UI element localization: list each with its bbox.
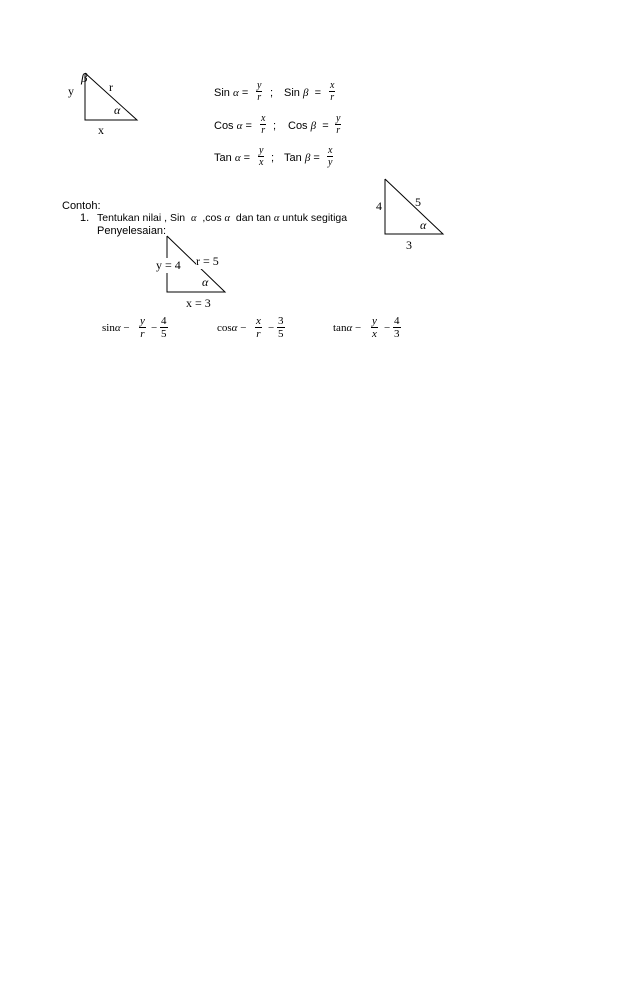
answer-tan-variable-fraction: y x [372,315,377,340]
example-side-x-label: 3 [406,238,412,252]
triangle-angle-alpha: α [114,103,121,117]
question-text: Tentukan nilai , Sin α ,cos α dan tan α untuk segitiga [97,212,348,224]
solution-label: Penyelesaian: [97,225,167,237]
answer-sin-number-fraction: 4 5 [161,315,167,340]
answer-cos-op: − [268,322,275,334]
separator: ; [273,120,277,132]
sin-alpha-label: Sin α = [214,87,249,99]
example-angle-alpha: α [420,218,427,232]
separator: ; [271,152,275,164]
answer-cos-variable-fraction: x r [256,315,261,340]
answer-cos-number-fraction: 3 5 [278,315,284,340]
solution-angle-alpha: α [202,275,209,289]
separator: ; [270,87,274,99]
example-side-y-label: 4 [376,199,382,213]
answer-sin-variable-fraction: y r [140,315,145,340]
tan-beta-fraction: x y [328,145,333,168]
sin-alpha-fraction: y r [257,80,262,103]
example-side-r-label: 5 [415,195,421,209]
example-heading: Contoh: [62,200,101,212]
answer-cos-fn: cosα − [217,322,247,334]
triangle-angle-beta: β [81,70,88,85]
item-number: 1. [80,212,90,224]
answer-sin-fn: sinα − [102,322,130,334]
tan-alpha-fraction: y x [259,145,264,168]
cos-alpha-fraction: x r [261,113,266,136]
triangle-side-r-label: r [109,80,113,94]
tan-beta-label: Tan β = [284,152,320,164]
solution-triangle [0,0,1,1]
cos-alpha-label: Cos α = [214,120,252,132]
tan-alpha-label: Tan α = [214,152,251,164]
sin-beta-label: Sin β = [284,87,322,99]
solution-side-r-label: r = 5 [196,254,219,268]
cos-beta-fraction: y r [336,113,341,136]
answer-tan-number-fraction: 4 3 [394,315,400,340]
cos-beta-label: Cos β = [288,120,329,132]
solution-side-y-label: y = 4 [156,258,181,272]
answer-sin-op: − [151,322,158,334]
triangle-side-x-label: x [98,123,104,137]
sin-beta-fraction: x r [330,80,335,103]
triangle-side-y-label: y [68,84,74,98]
answer-tan-fn: tanα − [333,322,362,334]
solution-side-x-label: x = 3 [186,296,211,310]
answer-tan-op: − [384,322,391,334]
